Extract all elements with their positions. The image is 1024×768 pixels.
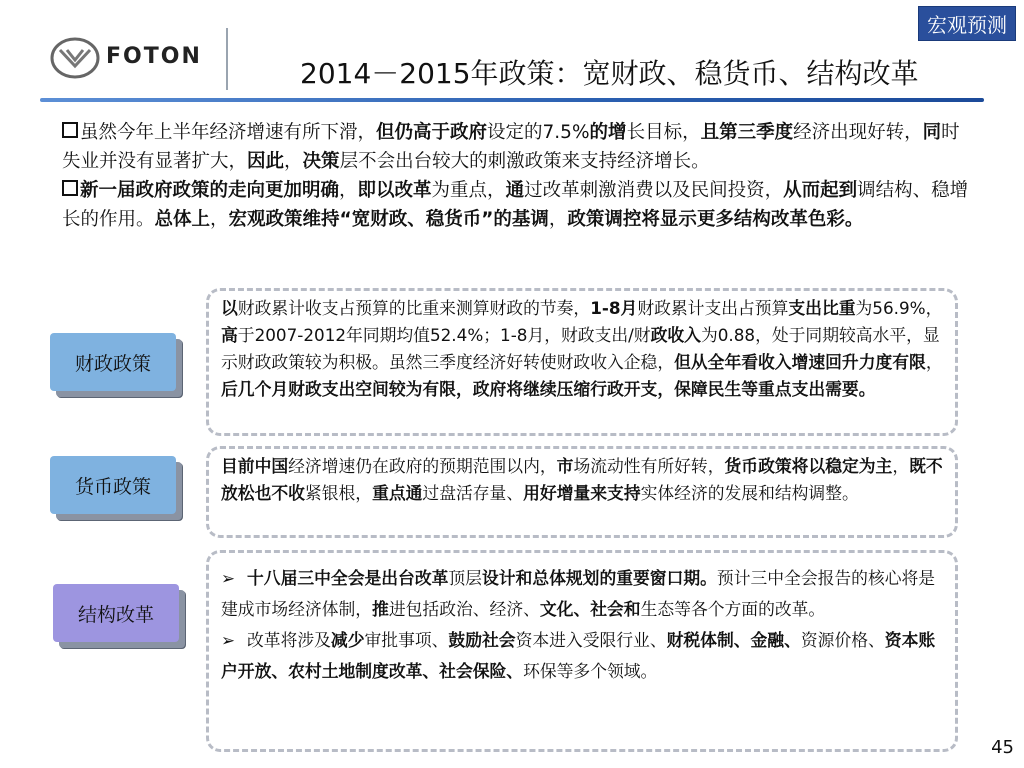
text-run: ， (548, 209, 568, 230)
text-run: 虽然今年上半年经济增速有所下滑， (80, 122, 377, 143)
text-run: 因此 (247, 151, 285, 172)
text-run: 1-8月 (590, 298, 638, 318)
text-run: 但从全年看收入增速回升力度有限 (674, 352, 926, 372)
intro-block (62, 118, 972, 234)
text-run: 目前中国 (221, 456, 289, 476)
text-run: ， (210, 209, 229, 230)
text-run: 新一届政府政策的走向更加明确 (80, 180, 340, 201)
text-run: 同 (922, 122, 942, 143)
text-run: 时失业并没有显著扩大， (62, 122, 960, 172)
text-run: 紧银根， (304, 483, 373, 503)
header-divider (226, 28, 228, 90)
reform-bullet-2 (221, 625, 945, 687)
text-run: 资本进入受限行业、 (515, 630, 667, 650)
text-run: ， (925, 352, 943, 372)
text-run: 货币政策将以稳定为主 (724, 456, 893, 476)
text-run: 设计和总体规划的重要窗口期。 (481, 568, 717, 588)
text-run: ， (339, 180, 358, 201)
logo-text: FOTON (106, 44, 202, 69)
foton-logo (50, 36, 210, 80)
arrow-bullet-icon: ➢ (221, 568, 236, 588)
text-run: 场流动性有所好转， (573, 456, 725, 476)
monetary-policy-box (206, 446, 958, 538)
text-run: 长目标， (626, 122, 701, 143)
foton-emblem-icon (50, 36, 100, 80)
text-run: 以 (221, 298, 238, 318)
text-run: 资本账户开放、农村土地制度改革、社会保险、 (221, 630, 936, 681)
text-run: 过盘活存量、 (422, 483, 524, 503)
text-run: 支出比重 (788, 298, 856, 318)
title-rule (40, 98, 984, 102)
text-run: 宏观政策维持“宽财政、稳货币”的基调 (228, 209, 549, 230)
text-run: 总体上 (154, 209, 211, 230)
text-run: 实体经济的发展和结构调整。 (640, 483, 859, 503)
text-run: 的增 (589, 122, 627, 143)
text-run: 决策 (302, 151, 340, 172)
text-run: 调结构、稳增长的作用。 (62, 180, 969, 230)
reform-bullet-1 (221, 563, 945, 625)
square-bullet-icon (62, 122, 78, 138)
text-run: 减少 (330, 630, 365, 650)
arrow-bullet-icon: ➢ (221, 630, 236, 650)
structural-reform-label: 结构改革 (53, 584, 179, 642)
text-run: 过改革刺激消费以及民间投资， (524, 180, 784, 201)
text-run: 顶层 (448, 568, 482, 588)
page-number: 45 (991, 737, 1014, 758)
text-run: 十八届三中全会是出台改革 (247, 568, 449, 588)
text-run: 为重点， (431, 180, 506, 201)
text-run: 经济出现好转， (793, 122, 923, 143)
text-run: 后几个月财政支出空间较为有限，政府将继续压缩行政开支，保障民生等重点支出需要。 (221, 379, 876, 399)
text-run: 预计三中全会报告的核心将是建成市场经济体制， (221, 568, 936, 619)
text-run: 审批事项、 (364, 630, 449, 650)
text-run: 用好增量来支持 (523, 483, 641, 503)
section-tag: 宏观预测 (918, 6, 1016, 41)
text-run: 高 (221, 325, 238, 345)
text-run: 层不会出台较大的刺激政策来支持经济增长。 (339, 151, 710, 172)
text-run: 推 (372, 599, 389, 619)
monetary-policy-label: 货币政策 (50, 456, 176, 514)
fiscal-policy-box (206, 288, 958, 436)
text-run: 政策调控将显示更多结构改革色彩。 (567, 209, 864, 230)
text-run: 于2007-2012年同期均值52.4%；1-8月，财政支出/财 (237, 325, 651, 345)
text-run: 市 (556, 456, 574, 476)
square-bullet-icon (62, 180, 78, 196)
text-run: 财政累计支出占预算 (637, 298, 789, 318)
text-run: 财税体制、金融、 (666, 630, 801, 650)
text-run: 进包括政治、经济、 (388, 599, 540, 619)
text-run: 文化、社会和 (539, 599, 641, 619)
text-run: 鼓励社会 (448, 630, 516, 650)
text-run: 改革将涉及 (247, 630, 331, 650)
text-run: ， (284, 151, 303, 172)
text-run: 设定的7.5% (487, 122, 590, 143)
intro-paragraph-1 (62, 118, 972, 176)
page-title: 2014－2015年政策：宽财政、稳货币、结构改革 (300, 57, 919, 90)
text-run: 财政累计收支占预算的比重来测算财政的节奏， (237, 298, 591, 318)
fiscal-policy-label: 财政政策 (50, 333, 176, 391)
text-run: 从而起到 (783, 180, 858, 201)
text-run: 重点通 (372, 483, 423, 503)
text-run: 环保等多个领域。 (523, 661, 658, 681)
text-run: 但仍高于政府 (376, 122, 488, 143)
text-run: 通 (505, 180, 525, 201)
text-run: 即以改革 (357, 180, 432, 201)
text-run: 生态等各个方面的改革。 (640, 599, 826, 619)
text-run: 既不放松也不收 (221, 456, 943, 503)
text-run: 政收入 (650, 325, 701, 345)
text-run: 为56.9%， (855, 298, 943, 318)
intro-paragraph-2 (62, 176, 972, 234)
text-run: 经济增速仍在政府的预期范围以内， (288, 456, 557, 476)
structural-reform-box (206, 550, 958, 752)
text-run: 且第三季度 (700, 122, 794, 143)
text-run: ， (892, 456, 910, 476)
text-run: 为0.88，处于同期较高水平，显示财政政策较为积极。虽然三季度经济好转使财政收入企稳， (221, 325, 940, 372)
text-run: 资源价格、 (800, 630, 885, 650)
